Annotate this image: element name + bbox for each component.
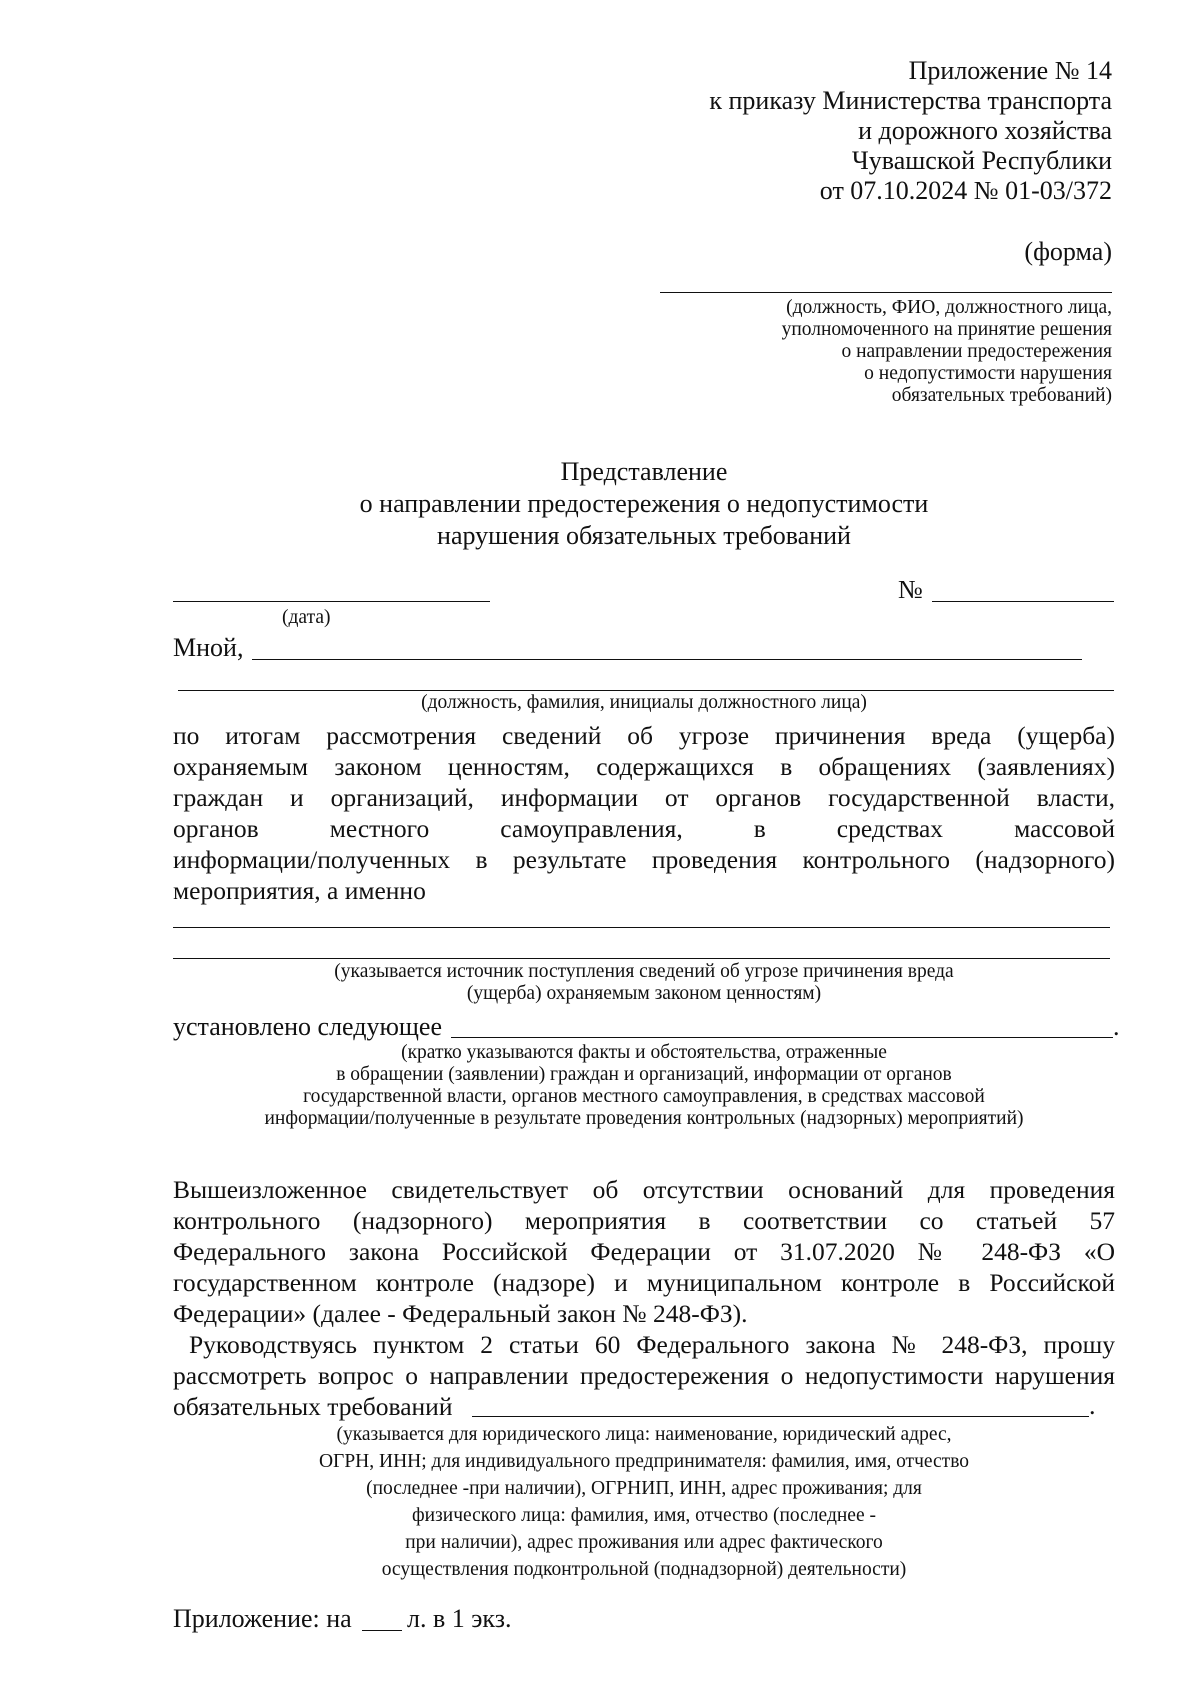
form-label: (форма) — [1024, 237, 1112, 266]
recipient-hint-line: уполномоченного на принятие решения — [781, 319, 1112, 340]
attachment-suffix: л. в 1 экз. — [407, 1604, 512, 1633]
established-period: . — [1113, 1012, 1120, 1041]
header-line: Чувашской Республики — [851, 146, 1112, 175]
paragraph-3 — [173, 1329, 1115, 1422]
header-line: к приказу Министерства транспорта — [709, 86, 1112, 115]
paragraph-line: органов местного самоуправления, в средствах массовой — [173, 814, 1115, 843]
title-line: нарушения обязательных требований — [437, 521, 851, 550]
source-hint — [173, 961, 1115, 1005]
attachment-pages-line — [362, 1630, 402, 1631]
subject-hint-line: осуществления подконтрольной (поднадзорной) деятельности) — [381, 1559, 907, 1580]
official-line — [178, 690, 1114, 691]
date-line — [173, 601, 490, 602]
paragraph-line: информации/полученных в результате проведения контрольного (надзорного) — [173, 845, 1115, 874]
subject-hint-line: при наличии), адрес проживания или адрес фактического — [405, 1532, 883, 1553]
source-hint-line: (указывается источник поступления сведений об угрозе причинения вреда — [334, 961, 954, 982]
header-block — [709, 56, 1112, 206]
paragraph-line: государственном контроле (надзоре) и муниципальном контроле в Российской — [173, 1268, 1115, 1297]
title-line: Представление — [560, 457, 728, 486]
number-label: № — [898, 575, 923, 604]
paragraph-line: охраняемым законом ценностям, содержащихся в обращениях (заявлениях) — [173, 752, 1115, 781]
subject-line — [472, 1416, 1089, 1417]
facts-hint — [173, 1042, 1115, 1130]
paragraph-line: по итогам рассмотрения сведений об угрозе причинения вреда (ущерба) — [173, 721, 1115, 750]
attachment-prefix: Приложение: на — [173, 1604, 352, 1633]
paragraph-line: мероприятия, а именно — [173, 876, 426, 905]
paragraph-line: Вышеизложенное свидетельствует об отсутствии оснований для проведения — [173, 1175, 1115, 1204]
facts-hint-line: (кратко указываются факты и обстоятельства, отраженные — [401, 1042, 887, 1063]
subject-hint-line: ОГРН, ИНН; для индивидуального предпринимателя: фамилия, имя, отчество — [318, 1451, 970, 1472]
date-hint: (дата) — [282, 607, 331, 628]
subject-hint-line: физического лица: фамилия, имя, отчество (последнее - — [411, 1505, 876, 1526]
source-line-2 — [173, 958, 1110, 959]
paragraph-line: Руководствуясь пунктом 2 статьи 60 Федерального закона № 248-ФЗ, прошу — [173, 1330, 1115, 1359]
paragraph-line: обязательных требований — [173, 1392, 453, 1421]
number-line — [932, 601, 1114, 602]
facts-hint-line: в обращении (заявлении) граждан и организаций, информации от органов — [336, 1064, 952, 1085]
subject-hint — [173, 1421, 1115, 1583]
recipient-hint-line: о направлении предостережения — [841, 341, 1112, 362]
facts-hint-line: информации/полученные в результате проведения контрольных (надзорных) мероприятий) — [264, 1108, 1024, 1129]
facts-hint-line: государственной власти, органов местного самоуправления, в средствах массовой — [303, 1086, 985, 1107]
subject-hint-line: (последнее -при наличии), ОГРНИП, ИНН, адрес проживания; для — [366, 1478, 922, 1499]
header-line: Приложение № 14 — [908, 56, 1112, 85]
recipient-hint-line: о недопустимости нарушения — [864, 363, 1112, 384]
paragraph-line: Федерации» (далее - Федеральный закон № 248-ФЗ). — [173, 1299, 748, 1328]
paragraph-2 — [173, 1174, 1115, 1329]
header-line: от 07.10.2024 № 01-03/372 — [819, 176, 1112, 205]
title-line: о направлении предостережения о недопустимости — [359, 489, 929, 518]
recipient-line — [660, 292, 1112, 293]
subject-period: . — [1089, 1391, 1096, 1420]
by-me-line — [252, 659, 1082, 660]
by-me-label: Мной, — [173, 633, 244, 662]
paragraph-line: рассмотреть вопрос о направлении предостережения о недопустимости нарушения — [173, 1361, 1115, 1390]
source-line-1 — [173, 927, 1110, 928]
recipient-hint-line: обязательных требований) — [891, 385, 1112, 406]
source-hint-line: (ущерба) охраняемым законом ценностям) — [466, 983, 822, 1004]
established-label: установлено следующее — [173, 1012, 443, 1041]
header-line: и дорожного хозяйства — [858, 116, 1112, 145]
paragraph-line: граждан и организаций, информации от органов государственной власти, — [173, 783, 1115, 812]
established-line — [451, 1037, 1113, 1038]
subject-hint-line: (указывается для юридического лица: наименование, юридический адрес, — [336, 1424, 952, 1445]
paragraph-1 — [173, 720, 1115, 906]
official-hint: (должность, фамилия, инициалы должностного лица) — [421, 692, 867, 713]
paragraph-line: Федерального закона Российской Федерации от 31.07.2020 № 248-ФЗ «О — [173, 1237, 1115, 1266]
document-title — [173, 456, 1115, 552]
recipient-hint — [782, 297, 1112, 407]
recipient-hint-line: (должность, ФИО, должностного лица, — [786, 297, 1112, 318]
paragraph-line: контрольного (надзорного) мероприятия в соответствии со статьей 57 — [173, 1206, 1115, 1235]
